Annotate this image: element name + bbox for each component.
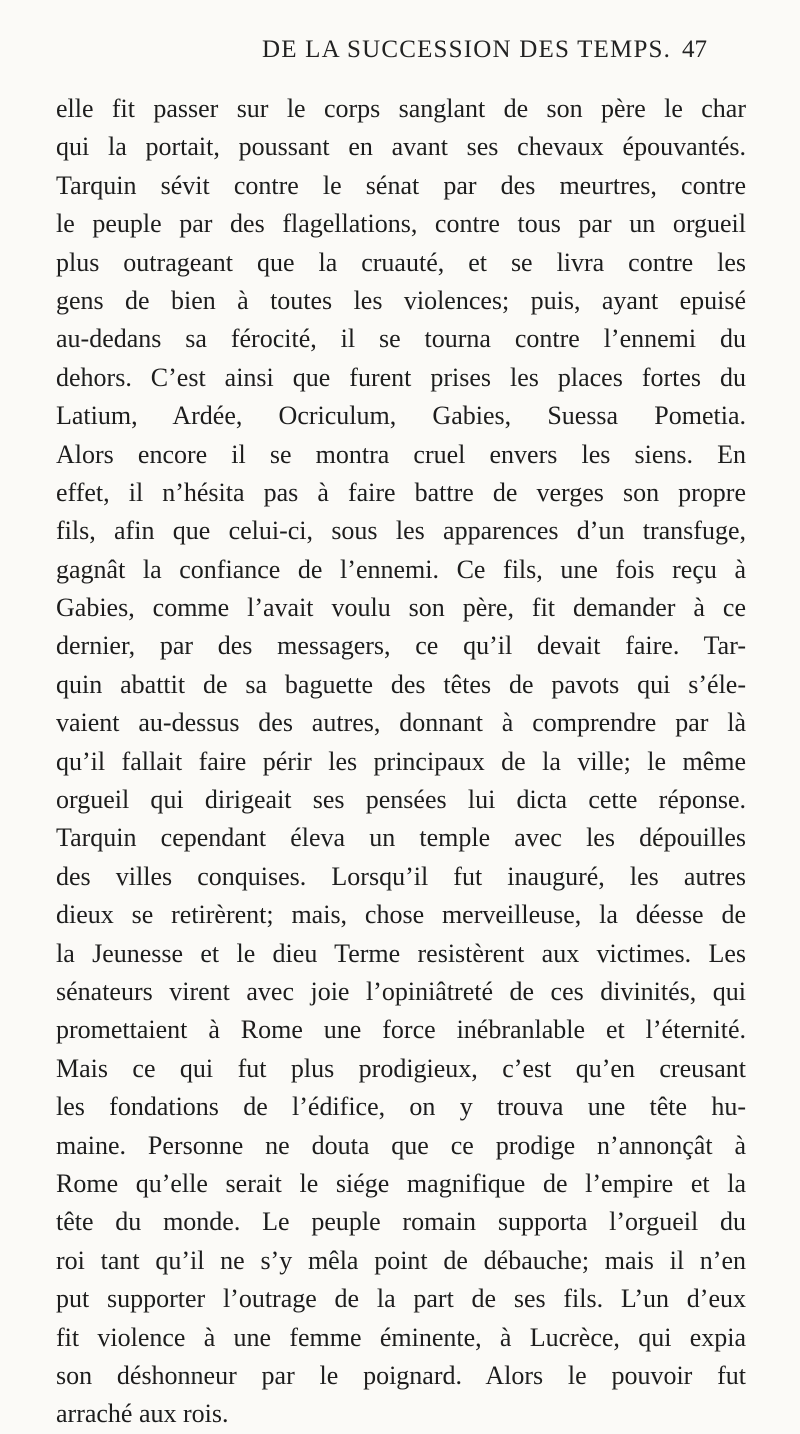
- text-line: Gabies, comme l’avait voulu son père, fit demander à ce: [56, 593, 746, 623]
- text-line: gagnât la confiance de l’ennemi. Ce fils, une fois reçu à: [56, 554, 746, 584]
- page-number: 47: [682, 36, 707, 63]
- text-line: Tarquin sévit contre le sénat par des meurtres, contre: [56, 170, 746, 200]
- text-line: put supporter l’outrage de la part de ses fils. L’un d’eux: [56, 1284, 746, 1314]
- text-line: gens de bien à toutes les violences; puis, ayant epuisé: [56, 285, 746, 315]
- text-line: dieux se retirèrent; mais, chose merveilleuse, la déesse de: [56, 900, 746, 930]
- text-line: maine. Personne ne douta que ce prodige n’annonçât à: [56, 1130, 746, 1160]
- text-line: Rome qu’elle serait le siége magnifique de l’empire et la: [56, 1168, 746, 1198]
- text-line: plus outrageant que la cruauté, et se livra contre les: [56, 247, 746, 277]
- text-line: sénateurs virent avec joie l’opiniâtreté de ces divinités, qui: [56, 976, 746, 1006]
- text-line: quin abattit de sa baguette des têtes de pavots qui s’éle-: [56, 669, 746, 699]
- text-line: fit violence à une femme éminente, à Lucrèce, qui expia: [56, 1322, 746, 1352]
- text-line: roi tant qu’il ne s’y mêla point de débauche; mais il n’en: [56, 1245, 746, 1275]
- running-title: DE LA SUCCESSION DES TEMPS.: [262, 36, 672, 63]
- text-line: des villes conquises. Lorsqu’il fut inauguré, les autres: [56, 861, 746, 891]
- text-line: fils, afin que celui-ci, sous les apparences d’un transfuge,: [56, 516, 746, 546]
- text-line: la Jeunesse et le dieu Terme resistèrent aux victimes. Les: [56, 938, 746, 968]
- text-line: elle fit passer sur le corps sanglant de son père le char: [56, 94, 746, 123]
- text-line: les fondations de l’édifice, on y trouva une tête hu-: [56, 1092, 746, 1122]
- text-line: au-dedans sa férocité, il se tourna contre l’ennemi du: [56, 324, 746, 354]
- text-line: Mais ce qui fut plus prodigieux, c’est qu’en creusant: [56, 1053, 746, 1083]
- text-line: Latium, Ardée, Ocriculum, Gabies, Suessa Pometia.: [56, 401, 746, 431]
- text-line: dehors. C’est ainsi que furent prises les places fortes du: [56, 362, 746, 392]
- running-head: [0, 22, 800, 62]
- text-line: effet, il n’hésita pas à faire battre de verges son propre: [56, 477, 746, 507]
- text-line: vaient au-dessus des autres, donnant à comprendre par là: [56, 708, 746, 738]
- text-line: orgueil qui dirigeait ses pensées lui dicta cette réponse.: [56, 785, 746, 815]
- text-line: son déshonneur par le poignard. Alors le pouvoir fut: [56, 1360, 746, 1390]
- text-line: qu’il fallait faire périr les principaux de la ville; le même: [56, 746, 746, 776]
- text-line: Tarquin cependant éleva un temple avec les dépouilles: [56, 823, 746, 853]
- body-text: [56, 90, 746, 1434]
- text-line-last: arraché aux rois.: [56, 1399, 229, 1429]
- text-line: le peuple par des flagellations, contre tous par un orgueil: [56, 209, 746, 239]
- text-line: qui la portait, poussant en avant ses chevaux épouvantés.: [56, 132, 746, 162]
- text-line: promettaient à Rome une force inébranlable et l’éternité.: [56, 1015, 746, 1045]
- text-line: tête du monde. Le peuple romain supporta l’orgueil du: [56, 1207, 746, 1237]
- text-line: dernier, par des messagers, ce qu’il devait faire. Tar-: [56, 631, 746, 661]
- text-line: Alors encore il se montra cruel envers les siens. En: [56, 439, 746, 469]
